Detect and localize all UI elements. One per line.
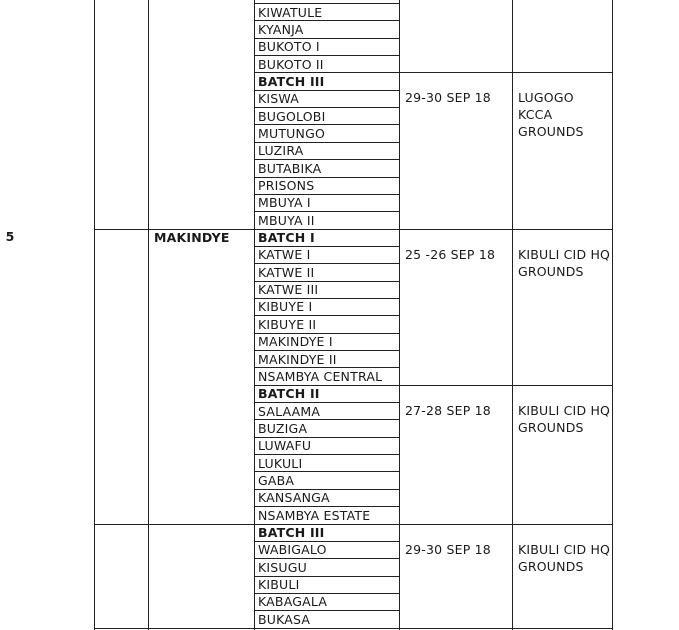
group-divider [94,628,254,629]
parish-name: MBUYA I [258,195,311,211]
parish-name: KIBULI [258,577,300,593]
batch-venue: GROUNDS [518,124,584,140]
group-divider [94,524,254,525]
batch-divider [399,229,613,230]
batch-divider [399,524,613,525]
column-divider [612,0,613,630]
parish-name: BUGOLOBI [258,108,326,124]
parish-name: KYANJA [258,21,304,37]
parish-name: KATWE III [258,282,319,298]
parish-name: BUKOTO I [258,39,320,55]
parish-name: WABIGALO [258,542,327,558]
batch-venue: KIBULI CID HQ [518,246,611,262]
parish-name: BUZIGA [258,420,308,436]
batch-date: 29-30 SEP 18 [405,90,491,106]
batch-label: BATCH II [258,386,320,402]
parish-name: NSAMBYA ESTATE [258,507,371,523]
row-divider [254,3,399,4]
parish-name: KISWA [258,91,300,107]
parish-name: MUTUNGO [258,125,325,141]
parish-name: LUWAFU [258,438,312,454]
column-divider [254,0,255,630]
batch-venue: GROUNDS [518,419,584,435]
column-divider [94,0,95,630]
parish-name: KIWATULE [258,4,323,20]
parish-name: BUKOTO II [258,56,324,72]
column-divider [399,0,400,630]
batch-venue: KIBULI CID HQ [518,541,611,557]
parish-name: KATWE I [258,247,311,263]
column-divider [512,0,513,630]
parish-name: LUKULI [258,455,303,471]
batch-divider [399,72,613,73]
batch-divider [399,628,613,629]
parish-name: MAKINDYE II [258,351,337,367]
parish-name: BUTABIKA [258,160,322,176]
batch-venue: KCCA [518,107,553,123]
parish-name: MAKINDYE I [258,334,333,350]
batch-label: BATCH I [258,230,315,246]
parish-name: LUZIRA [258,143,304,159]
parish-name: NSAMBYA CENTRAL [258,368,383,384]
parish-name: KANSANGA [258,490,330,506]
parish-name: KISUGU [258,559,308,575]
batch-divider [399,385,613,386]
column-divider [148,0,149,630]
parish-name: PRISONS [258,178,315,193]
batch-venue: GROUNDS [518,558,584,574]
batch-date: 27-28 SEP 18 [405,402,491,418]
batch-date: 29-30 SEP 18 [405,541,491,557]
parish-name: SALAAMA [258,403,321,419]
parish-name: KATWE II [258,264,315,280]
batch-label: BATCH III [258,73,325,89]
batch-date: 25 -26 SEP 18 [405,246,496,262]
row-divider [254,628,399,629]
parish-name: MBUYA II [258,212,315,228]
parish-name: KABAGALA [258,594,328,610]
parish-name: KIBUYE I [258,299,313,315]
section-number: 5 [5,229,15,245]
batch-venue: GROUNDS [518,263,584,279]
batch-venue: KIBULI CID HQ [518,402,611,418]
parish-name: BUKASA [258,611,311,627]
batch-label: BATCH III [258,525,325,540]
parish-name: KIBUYE II [258,316,317,332]
batch-venue: LUGOGO [518,90,574,106]
parish-name: GABA [258,472,295,488]
division-name: MAKINDYE [154,230,230,246]
